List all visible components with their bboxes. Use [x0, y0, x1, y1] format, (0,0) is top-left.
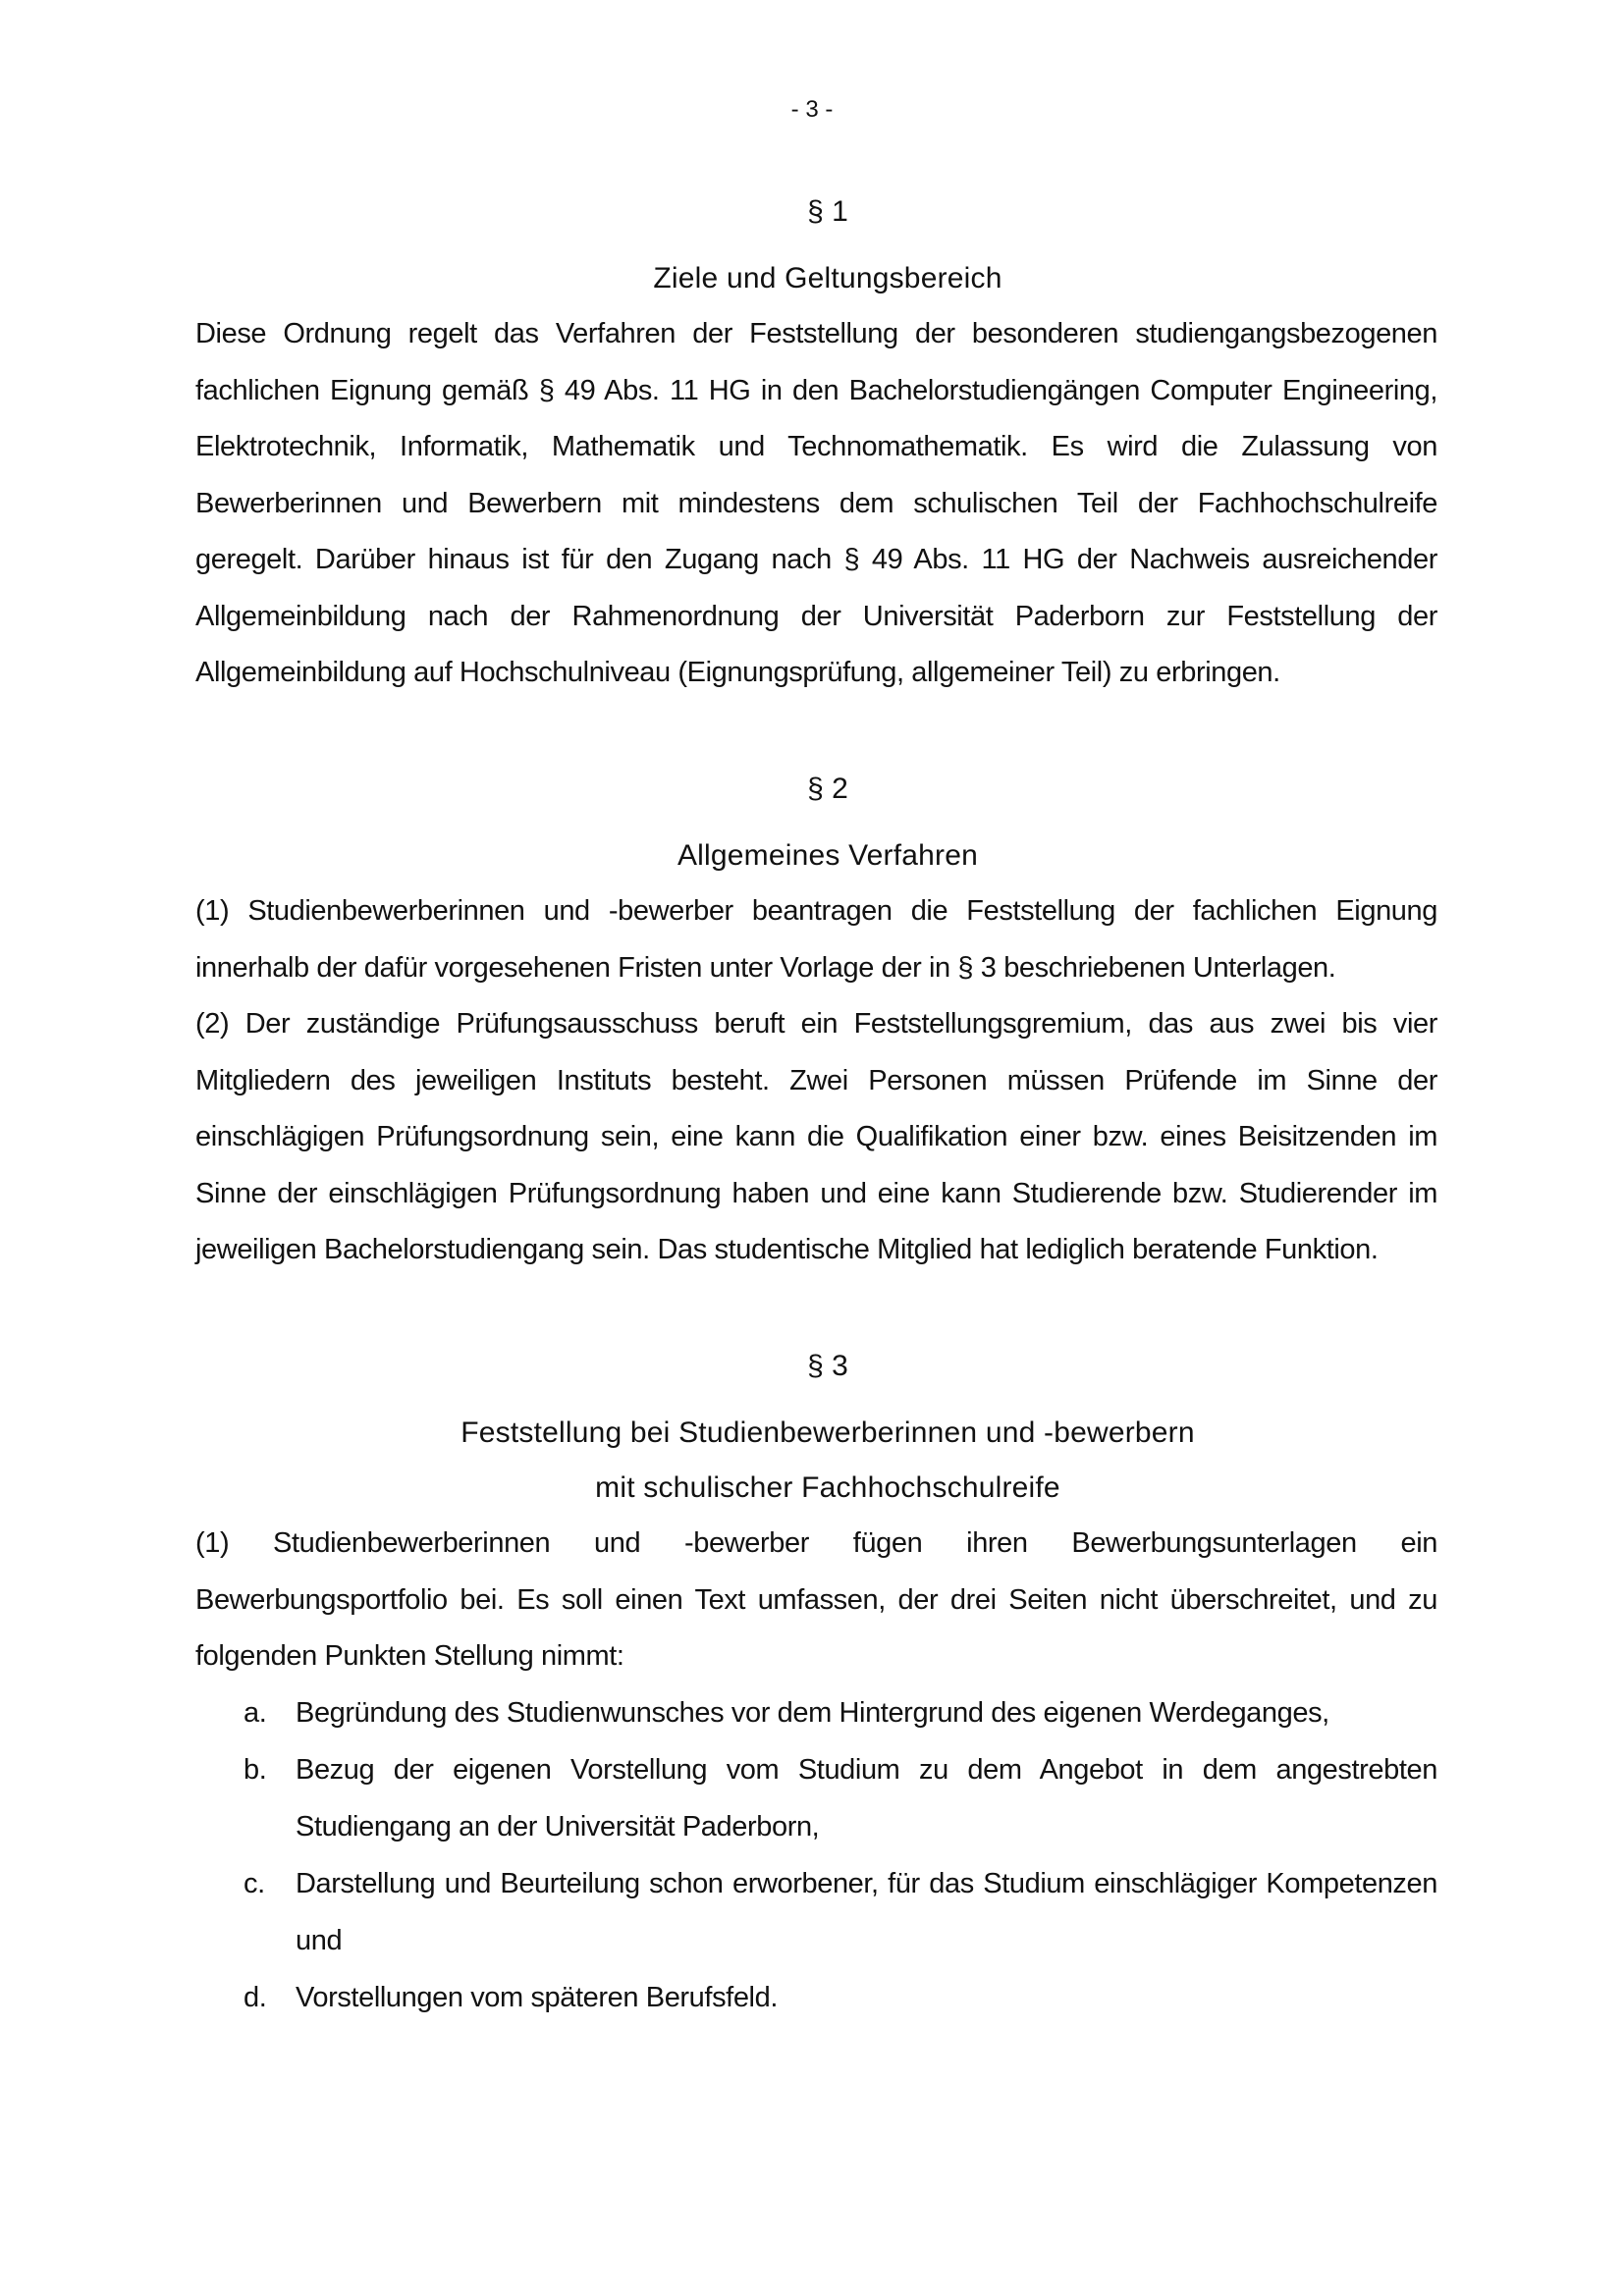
list-item-text: Vorstellungen vom späteren Berufsfeld.: [296, 1982, 778, 2013]
section-1: [195, 192, 1437, 702]
list-item: [195, 1685, 1437, 1742]
paragraph: (2) Der zuständige Prüfungsausschuss beruft ein Feststellungsgremium, das aus zwei bis vier Mitgliedern des jeweiligen Instituts besteht. Zwei Personen müssen Prüfende im Sinne der einschlägigen Prüfungsordnung sein, eine kann die Qualifikation einer bzw. eines Beisitzenden im Sinne der einschlägigen Prüfungsordnung haben und eine kann Studierende bzw. Studierender im jeweiligen Bachelorstudiengang sein. Das studentische Mitglied hat lediglich beratende Funktion.: [195, 1008, 1437, 1265]
list-item-text: Bezug der eigenen Vorstellung vom Studium zu dem Angebot in dem angestrebten Studiengang an der Universität Paderborn,: [296, 1754, 1437, 1842]
section-number: § 1: [807, 195, 848, 228]
section-title-line-2: mit schulischer Fachhochschulreife: [595, 1471, 1060, 1504]
section-number: § 2: [807, 773, 848, 805]
section-title: Allgemeines Verfahren: [677, 839, 979, 872]
list-item: [195, 1856, 1437, 1969]
list-marker: d.: [244, 1982, 267, 2013]
list-marker: a.: [244, 1696, 267, 1729]
list-item-text: Darstellung und Beurteilung schon erworbener, für das Studium einschlägiger Kompetenzen und: [296, 1868, 1437, 1956]
list-item: [195, 1970, 1437, 2027]
paragraph: Diese Ordnung regelt das Verfahren der Feststellung der besonderen studiengangsbezogenen fachlichen Eignung gemäß § 49 Abs. 11 HG in den Bachelorstudiengängen Computer Engineering, Elektrotechnik, Informatik, Mathematik und Technomathematik. Es wird die Zulassung von Bewerberinnen und Bewerbern mit mindestens dem schulischen Teil der Fachhochschulreife geregelt. Darüber hinaus ist für den Zugang nach § 49 Abs. 11 HG der Nachweis ausreichender Allgemeinbildung nach der Rahmenordnung der Universität Paderborn zur Feststellung der Allgemeinbildung auf Hochschulniveau (Eignungsprüfung, allgemeiner Teil) zu erbringen.: [195, 318, 1437, 688]
section-2: [195, 770, 1437, 1279]
section-title: [218, 1406, 1437, 1516]
list-marker: b.: [244, 1754, 267, 1786]
paragraph: (1) Studienbewerberinnen und -bewerber beantragen die Feststellung der fachlichen Eignung innerhalb der dafür vorgesehenen Fristen unter Vorlage der in § 3 beschriebenen Unterlagen.: [195, 895, 1437, 984]
paragraph: (1) Studienbewerberinnen und -bewerber fügen ihren Bewerbungsunterlagen ein Bewerbungsportfolio bei. Es soll einen Text umfassen, der drei Seiten nicht überschreitet, und zu folgenden Punkten Stellung nimmt:: [195, 1527, 1437, 1672]
section-title: Ziele und Geltungsbereich: [653, 262, 1002, 294]
criteria-list: [195, 1685, 1437, 2027]
list-item: [195, 1742, 1437, 1855]
page-number: - 3 -: [790, 96, 834, 123]
section-number: § 3: [807, 1350, 848, 1382]
list-item-text: Begründung des Studienwunsches vor dem Hintergrund des eigenen Werdeganges,: [296, 1696, 1329, 1729]
list-marker: c.: [244, 1868, 265, 1899]
section-3: [195, 1347, 1437, 2028]
section-title-line-1: Feststellung bei Studienbewerberinnen und -bewerbern: [460, 1416, 1195, 1449]
